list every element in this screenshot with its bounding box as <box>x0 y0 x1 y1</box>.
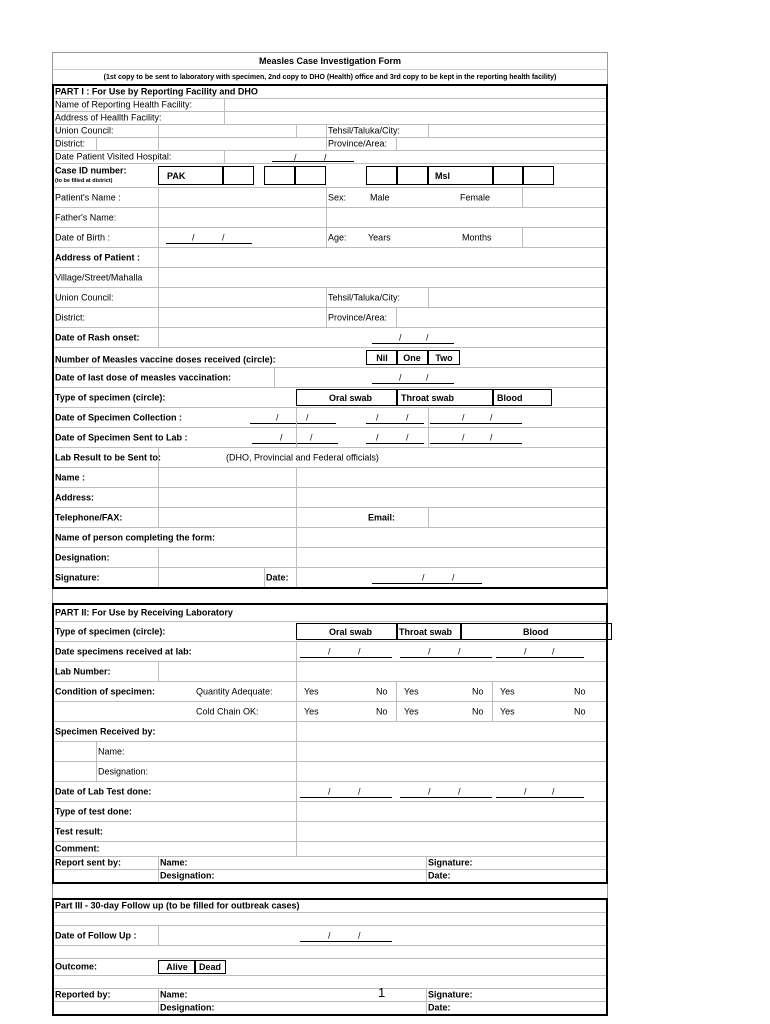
p3-designation-label: Designation: <box>160 1002 215 1013</box>
case-id-note: (to be filled at district) <box>55 178 113 184</box>
measles-form <box>52 52 608 1016</box>
test-type-label: Type of test done: <box>55 806 132 816</box>
page-number: 1 <box>378 985 386 1000</box>
qty-no-1[interactable]: No <box>376 686 388 696</box>
facility-name-label: Name of Reporting Health Facility: <box>55 99 193 110</box>
cold-no-2[interactable]: No <box>472 706 484 716</box>
age-label: Age: <box>328 232 347 242</box>
specimen-throat-swab[interactable]: Throat swab <box>401 392 455 403</box>
sex-label: Sex: <box>328 192 347 202</box>
qty-yes-2[interactable]: Yes <box>404 686 419 696</box>
union-council2-label: Union Council: <box>55 292 114 302</box>
test-result-label: Test result: <box>55 826 103 836</box>
district2-label: District: <box>55 312 85 322</box>
test-date-label: Date of Lab Test done: <box>55 786 152 796</box>
case-id-box-1[interactable] <box>222 166 254 185</box>
tehsil2-label: Tehsil/Taluka/City: <box>328 292 401 302</box>
report-name-label: Name: <box>160 857 188 868</box>
report-designation-label: Designation: <box>160 870 215 881</box>
specimen-oral-swab[interactable]: Oral swab <box>329 392 373 403</box>
part1-section: PART I : For Use by Reporting Facility and DHO Name of Reporting Health Facility: Address of Heallth Facility: Union Council: Tehsil/Taluka/City: District: Province/Area: Date Patient Visited Hospital: / / Case ID number: (to be filled at district) PAK Msl Patient's Name : Sex: Male Female Father's Name: Date of Birth : / / Age: Years Months Address of Patient : Village/Street/Mahalla Union Council: Tehsil/Taluka/City: District: Province/Area: Date of Rash onset: / / Number of Measles vaccine doses received (circle): Nil One Two Date of last dose of measles vaccination: / / Type of specimen (circle): Oral swab Throat swab Blood Date of Specimen Collection : / / / / / / Date of Specimen Sent to Lab : / / / / / / Lab Result to be Sent to: (DHO, Provincial and Federal officials) Name : Address: Telephone/FAX: Email: Name of person completing the form: Designation: Signature: Date: / / <box>52 84 608 589</box>
rash-onset-label: Date of Rash onset: <box>55 332 140 342</box>
form-copy-note: (1st copy to be sent to laboratory with specimen, 2nd copy to DHO (Health) office and 3rd copy to be kept in the reporting health facility) <box>52 69 608 84</box>
last-dose-label: Date of last dose of measles vaccination: <box>55 372 232 382</box>
p2-specimen-type-label: Type of specimen (circle): <box>55 626 166 636</box>
p3-name-label: Name: <box>160 989 188 1000</box>
years-label: Years <box>368 232 391 242</box>
lab-result-note: (DHO, Provincial and Federal officials) <box>226 452 379 462</box>
case-id-label: Case ID number: <box>55 165 127 176</box>
quantity-label: Quantity Adequate: <box>196 686 273 696</box>
p2-throat-swab[interactable]: Throat swab <box>399 626 453 637</box>
part2-section: PART II: For Use by Receiving Laboratory Type of specimen (circle): Oral swab Throat swab Blood Date specimens received at lab: / / / / / / Lab Number: Condition of specimen: Quantity Adequate: Yes No Yes No Yes No Cold Chain OK: Yes No Yes No Yes No Specimen Received by: Name: Designation: Date of Lab Test done: / / / / / / Type of test done: Test result: Comment: Report sent by: Name: Signature: Designation: Date: <box>52 603 608 884</box>
doses-label: Number of Measles vaccine doses received (circle): <box>55 354 276 365</box>
cold-yes-3[interactable]: Yes <box>500 706 515 716</box>
province2-label: Province/Area: <box>328 312 388 322</box>
part2-heading: PART II: For Use by Receiving Laboratory <box>55 607 233 618</box>
case-id-box-3[interactable] <box>294 166 326 185</box>
telephone-label: Telephone/FAX: <box>55 512 123 522</box>
male-label: Male <box>370 192 390 202</box>
case-id-box-5[interactable] <box>396 166 428 185</box>
dose-two[interactable]: Two <box>435 352 453 363</box>
name-label: Name : <box>55 472 86 482</box>
tehsil-label: Tehsil/Taluka/City: <box>328 125 401 136</box>
union-council-label: Union Council: <box>55 125 114 136</box>
msl-label: Msl <box>435 170 451 181</box>
cold-no-1[interactable]: No <box>376 706 388 716</box>
sent-date-label: Date of Specimen Sent to Lab : <box>55 432 188 442</box>
report-date-label: Date: <box>428 870 451 881</box>
qty-yes-3[interactable]: Yes <box>500 686 515 696</box>
completer-label: Name of person completing the form: <box>55 532 216 542</box>
p3-date-label: Date: <box>428 1002 451 1013</box>
signature-label: Signature: <box>55 572 100 582</box>
case-id-box-2[interactable] <box>264 166 296 185</box>
qty-no-2[interactable]: No <box>472 686 484 696</box>
outcome-label: Outcome: <box>55 961 98 972</box>
part3-heading: Part III - 30-day Follow up (to be filled for outbreak cases) <box>55 900 300 911</box>
case-id-box-7[interactable] <box>522 166 554 185</box>
cold-no-3[interactable]: No <box>574 706 586 716</box>
dose-nil[interactable]: Nil <box>376 352 388 363</box>
received-name-label: Name: <box>98 746 125 756</box>
outcome-alive[interactable]: Alive <box>166 962 188 972</box>
patient-name-label: Patient's Name : <box>55 192 121 202</box>
case-id-box-6[interactable] <box>492 166 524 185</box>
comment-label: Comment: <box>55 843 100 854</box>
p2-oral-swab[interactable]: Oral swab <box>329 626 373 637</box>
cold-chain-label: Cold Chain OK: <box>196 706 259 716</box>
email-label: Email: <box>368 512 396 522</box>
dose-one[interactable]: One <box>403 352 421 363</box>
province-label: Province/Area: <box>328 138 388 149</box>
date-label: Date: <box>266 572 289 582</box>
collection-date-label: Date of Specimen Collection : <box>55 412 183 422</box>
case-id-box-4[interactable] <box>366 166 398 185</box>
lab-number-label: Lab Number: <box>55 666 111 676</box>
p3-signature-label: Signature: <box>428 989 473 1000</box>
months-label: Months <box>462 232 492 242</box>
outcome-dead[interactable]: Dead <box>198 962 221 972</box>
report-sent-label: Report sent by: <box>55 857 122 868</box>
report-signature-label: Signature: <box>428 857 473 868</box>
received-date-label: Date specimens received at lab: <box>55 646 192 656</box>
female-label: Female <box>460 192 491 202</box>
date-visited-label: Date Patient Visited Hospital: <box>55 151 172 162</box>
received-by-label: Specimen Received by: <box>55 726 156 736</box>
part1-heading: PART I : For Use by Reporting Facility and DHO <box>55 86 258 97</box>
cold-yes-2[interactable]: Yes <box>404 706 419 716</box>
received-designation-label: Designation: <box>98 766 149 776</box>
designation-label: Designation: <box>55 552 110 562</box>
qty-no-3[interactable]: No <box>574 686 586 696</box>
cold-yes-1[interactable]: Yes <box>304 706 319 716</box>
condition-label: Condition of specimen: <box>55 686 155 696</box>
form-title: Measles Case Investigation Form <box>52 52 608 69</box>
village-label: Village/Street/Mahalla <box>55 272 143 282</box>
pak-label: PAK <box>167 170 186 181</box>
p2-blood[interactable]: Blood <box>523 626 549 637</box>
part3-section: Part III - 30-day Follow up (to be filled for outbreak cases) Date of Follow Up : / / Outcome: Alive Dead Reported by: Name: Signature: Designation: Date: <box>52 898 608 1016</box>
lab-result-label: Lab Result to be Sent to: <box>55 452 162 462</box>
specimen-type-label: Type of specimen (circle): <box>55 392 166 402</box>
reported-by-label: Reported by: <box>55 989 111 1000</box>
father-name-label: Father's Name: <box>55 212 117 222</box>
facility-address-label: Address of Heallth Facility: <box>55 112 162 123</box>
district-label: District: <box>55 138 85 149</box>
address-patient-label: Address of Patient : <box>55 252 141 262</box>
address-label: Address: <box>55 492 95 502</box>
qty-yes-1[interactable]: Yes <box>304 686 319 696</box>
specimen-blood[interactable]: Blood <box>497 392 523 403</box>
dob-label: Date of Birth : <box>55 232 111 242</box>
followup-date-label: Date of Follow Up : <box>55 930 137 940</box>
